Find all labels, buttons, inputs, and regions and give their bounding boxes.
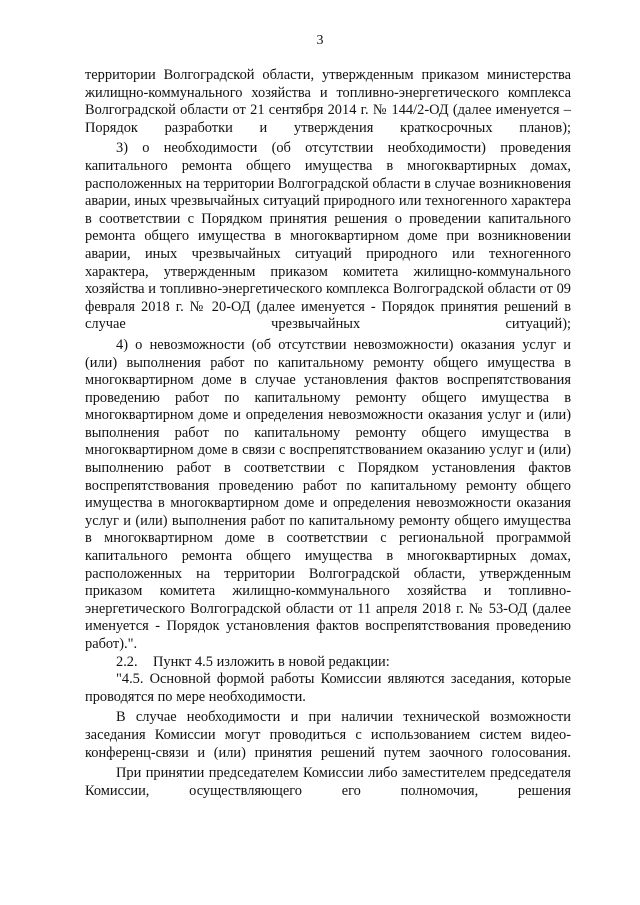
opening-quote: " xyxy=(116,671,122,688)
paragraph-chairman-decision: При принятии председателем Комиссии либо заместителем председателя Комиссии, осуществляющего его полномочия, решения xyxy=(85,765,571,799)
paragraph-item-2-2 xyxy=(85,654,571,672)
paragraph-item-3: 3) о необходимости (об отсутствии необходимости) проведения капитального ремонта общего имущества в многоквартирных домах, расположенных на территории Волгоградской области в случае возникновения аварии, иных чрезвычайных ситуаций природного или техногенного характера в соответствии с Порядком принятия решения о проведении капитального ремонта общего имущества в многоквартирном доме при возникновении аварии, иных чрезвычайных ситуаций природного или техногенного характера, утвержденным приказом комитета жилищно-коммунального хозяйства и топливно-энергетического комплекса Волгоградской области от 09 февраля 2018 г. № 20-ОД (далее именуется - Порядок принятия решений в случае чрезвычайных ситуаций); xyxy=(85,140,571,333)
point-4-5-text: 4.5. Основной формой работы Комиссии являются заседания, которые проводятся по мере необходимости. xyxy=(85,671,571,705)
paragraph-video-conference: В случае необходимости и при наличии технической возможности заседания Комиссии могут проводиться с использованием систем видео-конференц-связи и (или) принятия решений путем заочного голосования. xyxy=(85,709,571,761)
page-number: 3 xyxy=(316,33,324,48)
paragraph-point-4-5 xyxy=(85,671,571,706)
item-text: Пункт 4.5 изложить в новой редакции: xyxy=(153,653,390,670)
paragraph-continuation: территории Волгоградской области, утвержденным приказом министерства жилищно-коммунального хозяйства и топливно-энергетического комплекса Волгоградской области от 21 сентября 2014 г. № 144/2-ОД (далее именуется – Порядок разработки и утверждения краткосрочных планов); xyxy=(85,67,571,136)
paragraph-item-4: 4) о невозможности (об отсутствии невозможности) оказания услуг и (или) выполнения работ по капитальному ремонту общего имущества в многоквартирном доме в случае установления фактов воспрепятствования проведению работ по капитальному ремонту общего имущества в многоквартирном доме и определения невозможности оказания услуг и (или) выполнения работ по капитальному ремонту общего имущества в многоквартирном доме в связи с воспрепятствованием оказанию услуг и (или) выполнению работ в соответствии с Порядком установления фактов воспрепятствования проведению работ по капитальному ремонту общего имущества в многоквартирном доме и определения невозможности оказания услуг и (или) выполнения работ по капитальному ремонту общего имущества в многоквартирном доме в соответствии с региональной программой капитального ремонта общего имущества в многоквартирных домах, расположенных на территории Волгоградской области, утвержденным приказом комитета жилищно-коммунального хозяйства и топливно-энергетического Волгоградской области от 11 апреля 2018 г. № 53-ОД (далее именуется - Порядок установления фактов воспрепятствования проведению работ).". xyxy=(85,336,571,652)
item-number: 2.2. xyxy=(116,653,138,670)
document-body xyxy=(85,67,571,800)
